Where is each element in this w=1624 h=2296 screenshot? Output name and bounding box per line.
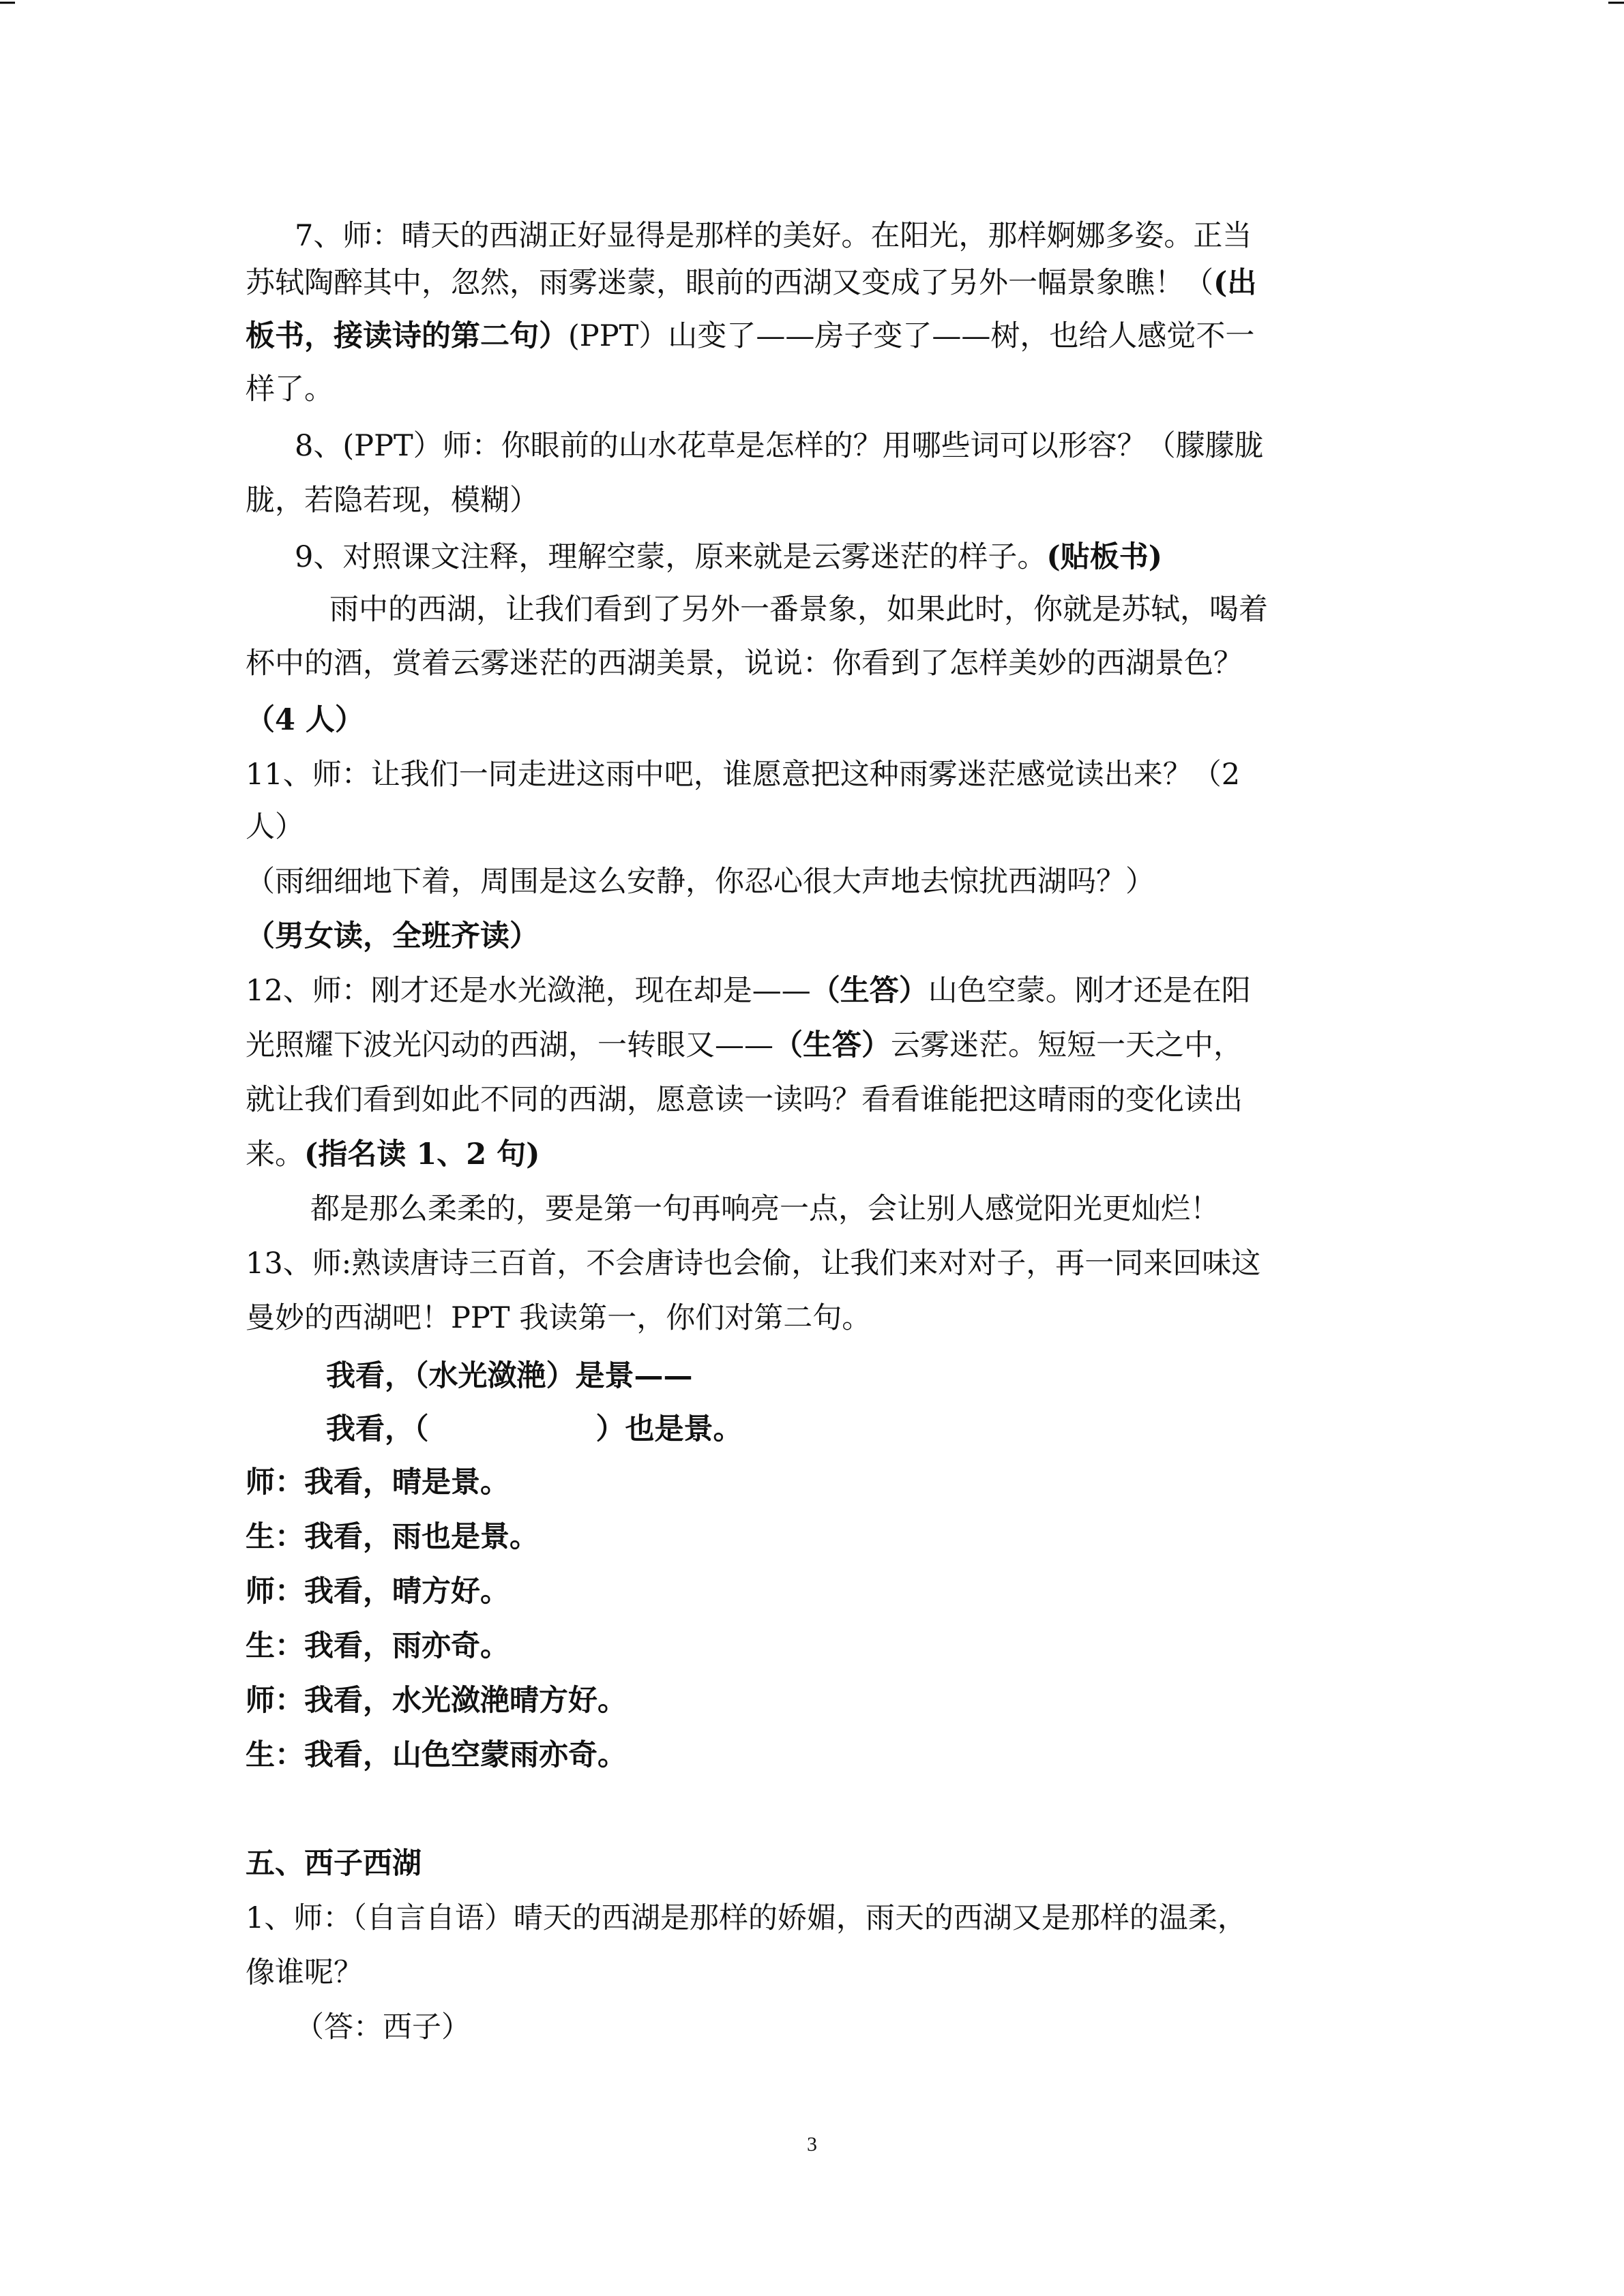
couplet-line-2-text-b: ）也是景。 (595, 1412, 743, 1446)
p12-line-4 (246, 1135, 540, 1174)
p13-line-1: 13、师:熟读唐诗三百首，不会唐诗也会偷，让我们来对对子，再一同来回味这 (246, 1247, 1261, 1281)
p7-line-2 (246, 264, 1256, 302)
p12-line-2-bold: （生答） (773, 1028, 891, 1062)
section-heading: 五、西子西湖 (246, 1847, 422, 1881)
dialogue-line: 师：我看，晴方好。 (246, 1575, 510, 1609)
dialogue-line: 生：我看，山色空蒙雨亦奇。 (246, 1738, 627, 1772)
p12-line-5: 都是那么柔柔的，要是第一句再响亮一点，会让别人感觉阳光更灿烂！ (310, 1192, 1220, 1226)
p12-line-3: 就让我们看到如此不同的西湖，愿意读一读吗？看看谁能把这晴雨的变化读出 (246, 1083, 1243, 1117)
section5-line-1: 1、师：（自言自语）晴天的西湖是那样的娇媚，雨天的西湖又是那样的温柔， (246, 1901, 1247, 1935)
p12-line-1 (246, 972, 1251, 1010)
couplet-line-1: 我看，（水光潋滟）是景—— (326, 1359, 693, 1393)
p7-line-3 (246, 317, 1254, 355)
p12-line-4-text: 来。 (246, 1137, 304, 1172)
dialogue-line: 生：我看，雨也是景。 (246, 1520, 539, 1554)
p12-line-4-bold: (指名读 1、2 句) (304, 1137, 540, 1172)
p12-line-1-bold: （生答） (810, 974, 928, 1008)
p11-line-1: 11、师：让我们一同走进这雨中吧，谁愿意把这种雨雾迷茫感觉读出来？（2 (246, 758, 1241, 792)
p7-line-2-text: 苏轼陶醉其中，忽然，雨雾迷蒙，眼前的西湖又变成了另外一幅景象瞧！（ (246, 266, 1213, 300)
couplet-line-2-text-a: 我看，（ (326, 1412, 429, 1446)
p10-line-1: 雨中的西湖，让我们看到了另外一番景象，如果此时，你就是苏轼，喝着 (329, 593, 1268, 627)
p12-line-2-text-a: 光照耀下波光闪动的西湖，一转眼又—— (246, 1028, 773, 1062)
p7-line-3-text: (PPT）山变了——房子变了——树，也给人感觉不一 (568, 319, 1255, 353)
p9-line-1 (295, 538, 1162, 576)
dialogue-line: 师：我看，晴是景。 (246, 1465, 510, 1500)
p12-line-1-text-a: 12、师：刚才还是水光潋滟，现在却是—— (246, 974, 811, 1008)
p12-line-2 (246, 1026, 1243, 1064)
page-number: 3 (807, 2133, 817, 2156)
p13-line-2: 曼妙的西湖吧！PPT 我读第一，你们对第二句。 (246, 1301, 872, 1335)
p9-text: 9、对照课文注释，理解空蒙，原来就是云雾迷茫的样子。 (295, 540, 1047, 574)
p7-line-2-bold: (出 (1213, 266, 1257, 300)
p12-line-2-text-b: 云雾迷茫。短短一天之中， (891, 1028, 1243, 1062)
p7-line-3-bold: 板书，接读诗的第二句） (246, 319, 568, 353)
p7-line-4: 样了。 (246, 372, 334, 406)
p10-line-2: 杯中的酒，赏着云雾迷茫的西湖美景，说说：你看到了怎样美妙的西湖景色？ (246, 646, 1243, 681)
couplet-line-2 (326, 1410, 743, 1448)
p9-bold: (贴板书) (1046, 540, 1163, 574)
p8-line-1: 8、(PPT）师：你眼前的山水花草是怎样的？用哪些词可以形容？（朦朦胧 (295, 429, 1264, 463)
dialogue-line: 生：我看，雨亦奇。 (246, 1629, 510, 1663)
section5-line-2: 像谁呢？ (246, 1956, 363, 1990)
p11-line-4: （男女读，全班齐读） (246, 919, 539, 953)
dialogue-line: 师：我看，水光潋滟晴方好。 (246, 1684, 627, 1718)
p7-line-1: 7、师：晴天的西湖正好显得是那样的美好。在阳光，那样婀娜多姿。正当 (295, 219, 1252, 253)
p8-line-2: 胧，若隐若现，模糊） (246, 483, 539, 518)
p11-line-2: 人） (246, 810, 304, 844)
p11-line-3: （雨细细地下着，周围是这么安静，你忍心很大声地去惊扰西湖吗？） (246, 865, 1155, 899)
p10-line-3: （4 人） (246, 703, 364, 737)
section5-line-3: （答：西子） (295, 2010, 471, 2044)
p12-line-1-text-b: 山色空蒙。刚才还是在阳 (928, 974, 1251, 1008)
